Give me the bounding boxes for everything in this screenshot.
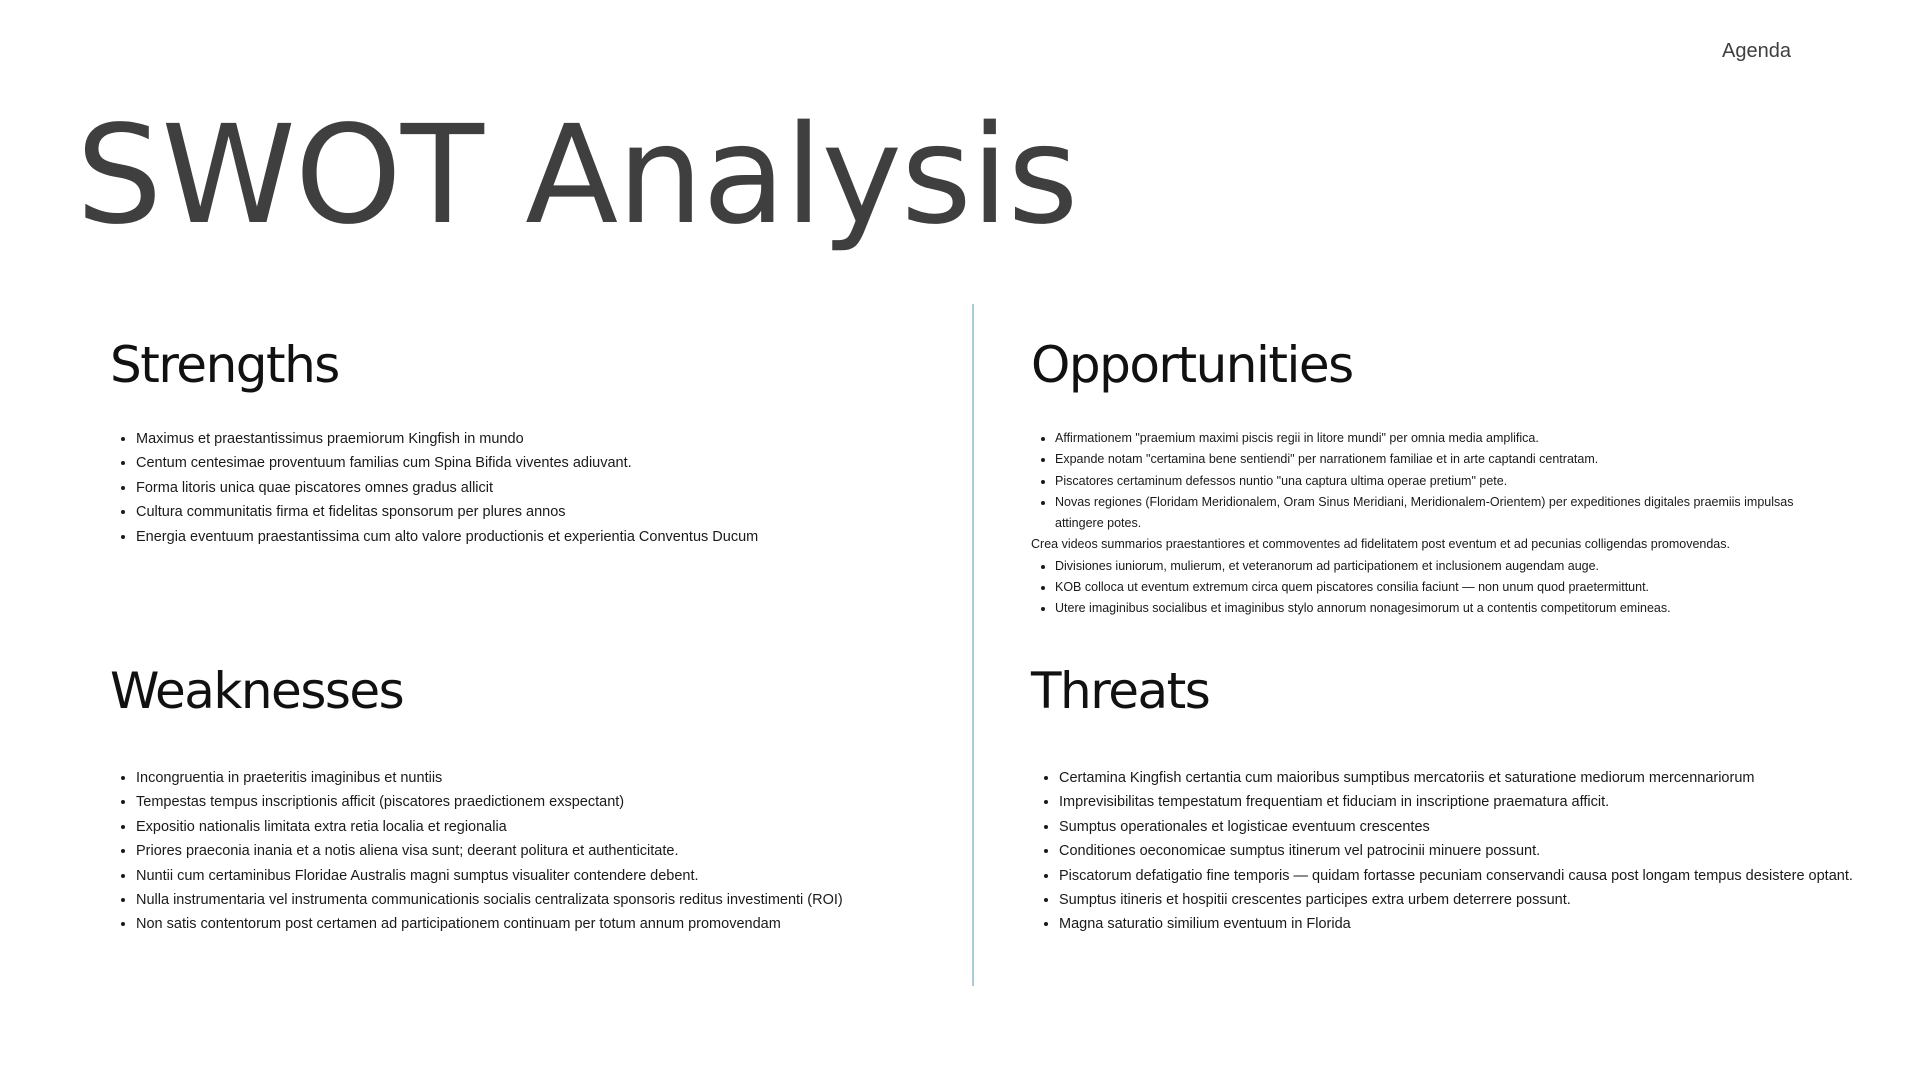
weaknesses-item: • Nuntii cum certaminibus Floridae Australis magni sumptus visualiter contendere debent. [136, 864, 950, 888]
opportunities-plain-line: Crea videos summarios praestantiores et commoventes ad fidelitatem post eventum et ad pecunias colligendas promovendas. [1031, 537, 1730, 552]
weaknesses-heading: Weaknesses [110, 662, 404, 720]
weaknesses-item: • Tempestas tempus inscriptionis afficit (piscatores praedictionem exspectant) [136, 790, 950, 814]
threats-heading: Threats [1031, 662, 1210, 720]
threats-section [1031, 662, 1891, 937]
opportunities-list-continued [1031, 556, 1871, 620]
weaknesses-item: • Nulla instrumentaria vel instrumenta communicationis socialis centralizata sponsoris reditus investimenti (ROI) [136, 888, 950, 912]
strengths-heading: Strengths [110, 336, 339, 394]
weaknesses-item: • Expositio nationalis limitata extra retia localia et regionalia [136, 815, 950, 839]
threats-item: • Sumptus itineris et hospitii crescentes participes extra urbem deterrere possunt. [1059, 888, 1891, 912]
threats-item: • Imprevisibilitas tempestatum frequentiam et fiduciam in inscriptione praematura afficit. [1059, 790, 1891, 814]
threats-list [1031, 766, 1891, 937]
opportunities-list [1031, 428, 1871, 534]
opportunities-item: • Divisiones iuniorum, mulierum, et veteranorum ad participationem et inclusionem augendam auge. [1055, 556, 1871, 577]
opportunities-item: • Piscatores certaminum defessos nuntio "una captura ultima operae pretium" pete. [1055, 471, 1871, 492]
weaknesses-item: • Priores praeconia inania et a notis aliena visa sunt; deerant politura et authenticitate. [136, 839, 950, 863]
page-title: SWOT Analysis [76, 97, 1078, 255]
strengths-item: • Cultura communitatis firma et fidelitas sponsorum per plures annos [136, 500, 950, 524]
strengths-item: • Centum centesimae proventuum familias cum Spina Bifida viventes adiuvant. [136, 451, 950, 475]
agenda-link[interactable]: Agenda [1722, 40, 1791, 62]
threats-item: • Certamina Kingfish certantia cum maioribus sumptibus mercatoriis et saturatione mediorum mercennariorum [1059, 766, 1891, 790]
opportunities-item: • Affirmationem "praemium maximi piscis regii in litore mundi" per omnia media amplifica. [1055, 428, 1871, 449]
threats-item: • Sumptus operationales et logisticae eventuum crescentes [1059, 815, 1891, 839]
opportunities-item: • Utere imaginibus socialibus et imaginibus stylo annorum nonagesimorum ut a contentis competitorum emineas. [1055, 598, 1871, 619]
strengths-item: • Maximus et praestantissimus praemiorum Kingfish in mundo [136, 427, 950, 451]
opportunities-heading: Opportunities [1031, 336, 1353, 394]
opportunities-item: • Novas regiones (Floridam Meridionalem, Oram Sinus Meridiani, Meridionalem-Orientem) per expeditiones digitales praemiis impulsas attingere potes. [1055, 492, 1795, 535]
strengths-section [110, 336, 950, 549]
strengths-list [110, 427, 950, 549]
threats-item: • Piscatorum defatigatio fine temporis — quidam fortasse pecuniam conservandi causa post longam tempus desistere optant. [1059, 864, 1891, 888]
opportunities-section [1031, 336, 1871, 620]
weaknesses-item: • Incongruentia in praeteritis imaginibus et nuntiis [136, 766, 950, 790]
threats-item: • Conditiones oeconomicae sumptus itinerum vel patrocinii minuere possunt. [1059, 839, 1891, 863]
opportunities-item: • KOB colloca ut eventum extremum circa quem piscatores consilia faciunt — non unum quod praetermittunt. [1055, 577, 1871, 598]
strengths-item: • Energia eventuum praestantissima cum alto valore productionis et experientia Conventus Ducum [136, 525, 950, 549]
strengths-item: • Forma litoris unica quae piscatores omnes gradus allicit [136, 476, 950, 500]
weaknesses-item: • Non satis contentorum post certamen ad participationem continuam per totum annum promovendam [136, 912, 950, 936]
opportunities-item: • Expande notam "certamina bene sentiendi" per narrationem familiae et in arte captandi centratam. [1055, 449, 1871, 470]
threats-item: • Magna saturatio similium eventuum in Florida [1059, 912, 1891, 936]
center-divider [972, 304, 974, 986]
weaknesses-list [110, 766, 950, 937]
weaknesses-section [110, 662, 950, 937]
